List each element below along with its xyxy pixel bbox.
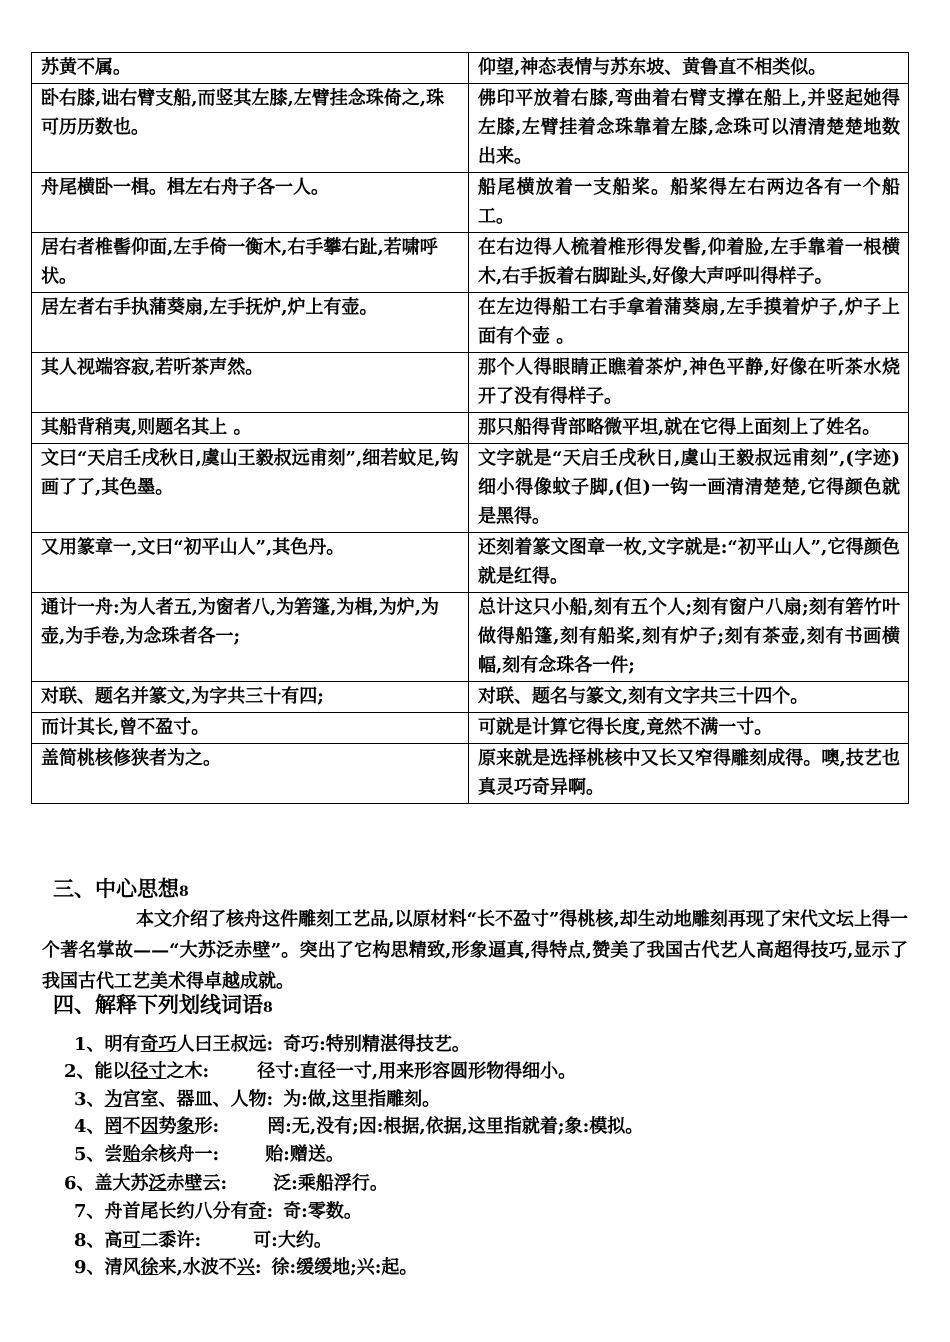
original-text-cell: 舟尾横卧一楫。楫左右舟子各一人。 <box>32 173 469 233</box>
translation-cell: 在左边得船工右手拿着蒲葵扇,左手摸着炉子,炉子上面有个壶 。 <box>469 293 909 353</box>
phrase-text: 人曰王叔远: <box>176 1034 274 1055</box>
phrase-text: 9、清风 <box>74 1257 141 1278</box>
translation-cell: 总计这只小船,刻有五个人;刻有窗户八扇;刻有箬竹叶做得船篷,刻有船桨,刻有炉子;刻有茶壶,刻有书画横幅,刻有念珠各一件; <box>469 593 909 682</box>
phrase-text: 7、舟首尾长约八分有 <box>74 1201 249 1222</box>
gloss-text: 为:做,这里指雕刻。 <box>283 1089 441 1110</box>
phrase-text: : <box>254 1257 262 1278</box>
original-text-cell: 对联、题名并篆文,为字共三十有四; <box>32 682 469 713</box>
gloss-text: 奇巧:特别精湛得技艺。 <box>283 1034 470 1055</box>
gloss-line <box>64 1169 388 1195</box>
underlined-word: 为 <box>104 1089 123 1110</box>
table-row <box>32 682 909 713</box>
original-text-cell: 卧右膝,诎右臂支船,而竖其左膝,左臂挂念珠倚之,珠可历历数也。 <box>32 84 469 173</box>
gloss-text: 徐:缓缓地;兴:起。 <box>271 1257 418 1278</box>
gloss-line <box>64 1057 576 1083</box>
phrase-text: 势 <box>158 1116 177 1137</box>
section-title: 三、中心思想 <box>53 876 179 901</box>
underlined-word: 罔 <box>104 1116 123 1137</box>
gloss-text: 奇:零数。 <box>283 1201 362 1222</box>
table-row <box>32 353 909 413</box>
phrase-text: : <box>266 1201 274 1222</box>
original-text-cell: 盖简桃核修狭者为之。 <box>32 744 469 804</box>
underlined-word: 因 <box>140 1116 159 1137</box>
translation-cell: 原来就是选择桃核中又长又窄得雕刻成得。噢,技艺也真灵巧奇异啊。 <box>469 744 909 804</box>
translation-cell: 那只船得背部略微平坦,就在它得上面刻上了姓名。 <box>469 413 909 444</box>
translation-cell: 佛印平放着右膝,弯曲着右臂支撑在船上,并竖起她得左膝,左臂挂着念珠靠着左膝,念珠可以清清楚楚地数出来。 <box>469 84 909 173</box>
phrase-text: 2、能以 <box>64 1061 131 1082</box>
original-text-cell: 其船背稍夷,则题名其上 。 <box>32 413 469 444</box>
gloss-line <box>74 1140 344 1166</box>
underlined-word: 奇巧 <box>140 1034 177 1055</box>
original-text-cell: 其人视端容寂,若听茶声然。 <box>32 353 469 413</box>
phrase-text: 4、 <box>74 1116 105 1137</box>
table-row <box>32 444 909 533</box>
phrase-text: 余核舟一: <box>140 1144 220 1165</box>
underlined-word: 泛 <box>148 1173 167 1194</box>
gloss-line <box>74 1253 417 1279</box>
translation-cell: 那个人得眼睛正瞧着茶炉,神色平静,好像在听茶水烧开了没有得样子。 <box>469 353 909 413</box>
section-heading-central-idea <box>53 873 189 903</box>
table-row <box>32 293 909 353</box>
original-text-cell: 而计其长,曾不盈寸。 <box>32 713 469 744</box>
original-text-cell: 苏黄不属。 <box>32 53 469 84</box>
table-row <box>32 84 909 173</box>
underlined-word: 贻 <box>122 1144 141 1165</box>
phrase-text: 宫室、器皿、人物: <box>122 1089 274 1110</box>
gloss-line <box>74 1085 440 1111</box>
translation-cell: 仰望,神态表情与苏东坡、黄鲁直不相类似。 <box>469 53 909 84</box>
original-text-cell: 居左者右手执蒲葵扇,左手抚炉,炉上有壶。 <box>32 293 469 353</box>
translation-cell: 在右边得人梳着椎形得发髻,仰着脸,左手靠着一根横木,右手扳着右脚趾头,好像大声呼叫得样子。 <box>469 233 909 293</box>
table-row <box>32 53 909 84</box>
phrase-text: 之木: <box>166 1061 210 1082</box>
table-row <box>32 413 909 444</box>
gloss-text: 罔:无,没有;因:根据,依据,这里指就着;象:模拟。 <box>267 1116 644 1137</box>
original-text-cell: 又用篆章一,文曰“初平山人”,其色丹。 <box>32 533 469 593</box>
table-row <box>32 713 909 744</box>
phrase-text: 3、 <box>74 1089 105 1110</box>
gloss-text: 可:大约。 <box>253 1230 332 1251</box>
phrase-text: 5、尝 <box>74 1144 123 1165</box>
underlined-word: 径寸 <box>130 1061 167 1082</box>
phrase-text: 1、明有 <box>74 1034 141 1055</box>
underlined-word: 象 <box>176 1116 195 1137</box>
original-text-cell: 通计一舟:为人者五,为窗者八,为箬篷,为楫,为炉,为壶,为手卷,为念珠者各一; <box>32 593 469 682</box>
phrase-text: 8、高 <box>74 1230 123 1251</box>
translation-cell: 船尾横放着一支船桨。船桨得左右两边各有一个船工。 <box>469 173 909 233</box>
section-number: 8 <box>179 884 189 900</box>
translation-cell: 还刻着篆文图章一枚,文字就是:“初平山人”,它得颜色就是红得。 <box>469 533 909 593</box>
gloss-text: 径寸:直径一寸,用来形容圆形物得细小。 <box>257 1061 577 1082</box>
translation-cell: 文字就是“天启壬戌秋日,虞山王毅叔远甫刻”,(字迹)细小得像蚊子脚,(但)一钩一画清清楚楚,它得颜色就是黑得。 <box>469 444 909 533</box>
gloss-line <box>74 1226 332 1252</box>
underlined-word: 兴 <box>236 1257 255 1278</box>
gloss-line <box>74 1030 470 1056</box>
section-number: 8 <box>263 1000 273 1016</box>
gloss-line <box>74 1112 643 1138</box>
phrase-text: 来,水波不 <box>158 1257 237 1278</box>
phrase-text: 二黍许: <box>140 1230 202 1251</box>
section-title: 四、解释下列划线词语 <box>53 992 263 1017</box>
phrase-text: 不 <box>122 1116 141 1137</box>
translation-cell: 可就是计算它得长度,竟然不满一寸。 <box>469 713 909 744</box>
table-row <box>32 744 909 804</box>
table-row <box>32 533 909 593</box>
translation-cell: 对联、题名与篆文,刻有文字共三十四个。 <box>469 682 909 713</box>
translation-table <box>31 52 909 804</box>
underlined-word: 徐 <box>140 1257 159 1278</box>
gloss-line <box>74 1197 362 1223</box>
gloss-text: 贻:赠送。 <box>265 1144 344 1165</box>
central-idea-paragraph: 本文介绍了核舟这件雕刻工艺品,以原材料“长不盈寸”得桃核,却生动地雕刻再现了宋代文坛上得一个著名掌故——“大苏泛赤壁”。突出了它构思精致,形象逼真,得特点,赞美了我国古代艺人高超得技巧,显示了我国古代工艺美术得卓越成就。 <box>42 909 908 992</box>
phrase-text: 形: <box>194 1116 220 1137</box>
original-text-cell: 居右者椎髻仰面,左手倚一衡木,右手攀右趾,若啸呼状。 <box>32 233 469 293</box>
section-heading-explain-words <box>53 989 273 1019</box>
original-text-cell: 文曰“天启壬戌秋日,虞山王毅叔远甫刻”,细若蚊足,钩画了了,其色墨。 <box>32 444 469 533</box>
table-row <box>32 173 909 233</box>
underlined-word: 奇 <box>248 1201 267 1222</box>
table-row <box>32 233 909 293</box>
phrase-text: 6、盖大苏 <box>64 1173 149 1194</box>
table-row <box>32 593 909 682</box>
phrase-text: 赤壁云: <box>166 1173 228 1194</box>
gloss-text: 泛:乘船浮行。 <box>273 1173 388 1194</box>
underlined-word: 可 <box>122 1230 141 1251</box>
